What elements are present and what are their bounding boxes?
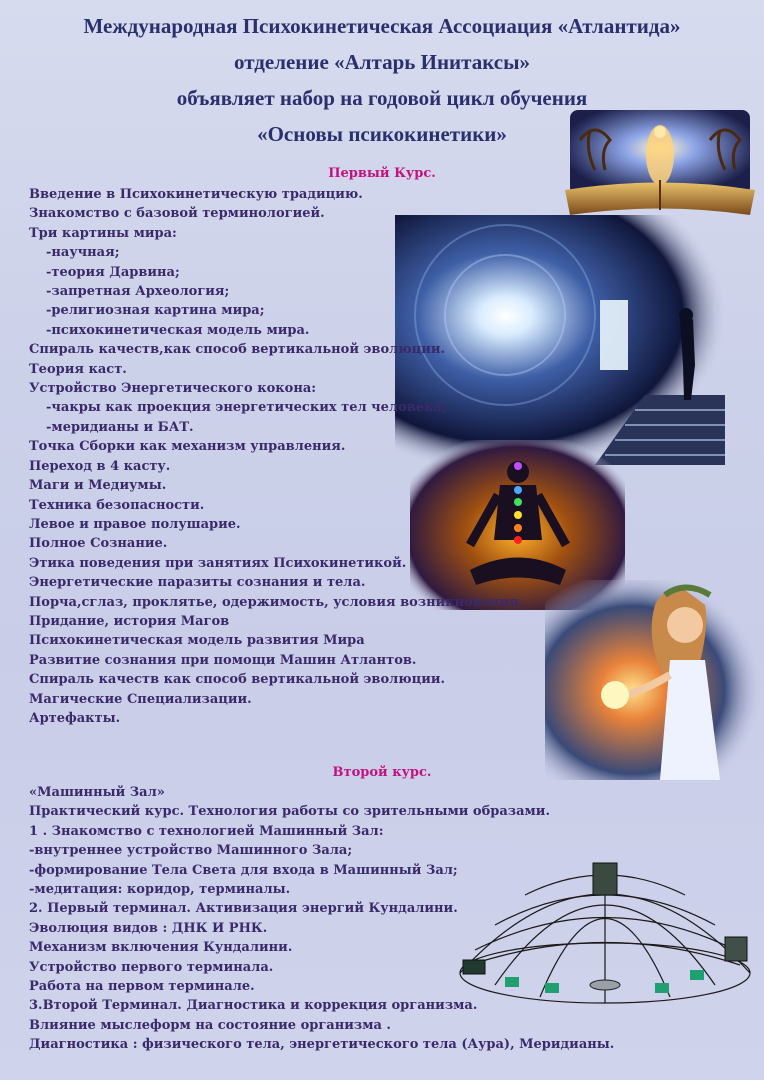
course1-list — [29, 185, 523, 728]
list-item: 1 . Знакомство с технологией Машинный Зал: — [29, 823, 384, 839]
list-item: Знакомство с базовой терминологией. — [29, 206, 325, 222]
association-title: Международная Психокинетическая Ассоциация «Атлантида» — [83, 14, 681, 38]
list-item: -научная; — [46, 245, 120, 261]
list-item: -формирование Тела Света для входа в Машинный Зал; — [29, 862, 458, 878]
list-item: Точка Сборки как механизм управления. — [29, 439, 346, 455]
list-item: -внутреннее устройство Машинного Зала; — [29, 843, 353, 859]
list-item: Переход в 4 касту. — [29, 458, 171, 474]
list-item: «Машинный Зал» — [29, 785, 165, 800]
course1-title: Первый Курс. — [328, 166, 436, 181]
list-item: Порча,сглаз, проклятье, одержимость, условия возникновения. — [29, 594, 524, 610]
list-item: Три картины мира: — [29, 225, 177, 241]
list-item: Теория каст. — [29, 361, 127, 377]
poster-header — [0, 8, 764, 152]
list-item: Психокинетическая модель развития Мира — [29, 633, 365, 649]
list-item: Магические Специализации. — [29, 691, 252, 707]
enrollment-announcement: объявляет набор на годовой цикл обучения — [176, 86, 588, 110]
list-item: -психокинетическая модель мира. — [46, 322, 310, 338]
list-item: -теория Дарвина; — [46, 264, 180, 280]
list-item: Диагностика : физического тела, энергетического тела (Аура), Меридианы. — [29, 1037, 615, 1053]
list-item: Полное Сознание. — [29, 536, 168, 552]
list-item: Влияние мыслеформ на состояние организма . — [29, 1017, 391, 1033]
list-item: -медитация: коридор, терминалы. — [29, 882, 291, 898]
list-item: Энергетические паразиты сознания и тела. — [29, 575, 366, 591]
list-item: Этика поведения при занятиях Психокинетикой. — [29, 555, 407, 571]
list-item: 3.Второй Терминал. Диагностика и коррекция организма. — [29, 998, 478, 1014]
list-item: Спираль качеств как способ вертикальной эволюции. — [29, 672, 446, 688]
list-item: Артефакты. — [29, 710, 121, 726]
list-item: Устройство первого терминала. — [29, 959, 274, 975]
branch-title: отделение «Алтарь Инитаксы» — [233, 50, 531, 74]
list-item: Введение в Психокинетическую традицию. — [29, 187, 363, 202]
list-item: 2. Первый терминал. Активизация энергий Кундалини. — [29, 901, 458, 917]
list-item: Придание, история Магов — [29, 613, 230, 629]
list-item: -чакры как проекция энергетических тел человека; — [46, 400, 447, 416]
list-item: Работа на первом терминале. — [29, 979, 255, 995]
list-item: Спираль качеств,как способ вертикальной эволюции. — [29, 342, 446, 358]
list-item: -меридианы и БАТ. — [46, 419, 194, 435]
list-item: Левое и правое полушарие. — [29, 516, 241, 532]
woman-holding-light-image — [545, 580, 764, 780]
course2-list — [29, 783, 614, 1055]
list-item: Механизм включения Кундалини. — [29, 940, 293, 956]
list-item: Техника безопасности. — [29, 497, 205, 513]
list-item: -запретная Археология; — [46, 284, 230, 300]
course2-title: Второй курс. — [332, 765, 432, 780]
list-item: Устройство Энергетического кокона: — [29, 381, 317, 397]
list-item: -религиозная картина мира; — [46, 303, 265, 319]
course-name: «Основы псикокинетики» — [257, 122, 507, 146]
list-item: Маги и Медиумы. — [29, 478, 167, 494]
list-item: Эволюция видов : ДНК И РНК. — [29, 920, 268, 936]
list-item: Развитие сознания при помощи Машин Атлантов. — [29, 652, 417, 668]
list-item: Практический курс. Технология работы со зрительными образами. — [29, 804, 550, 820]
